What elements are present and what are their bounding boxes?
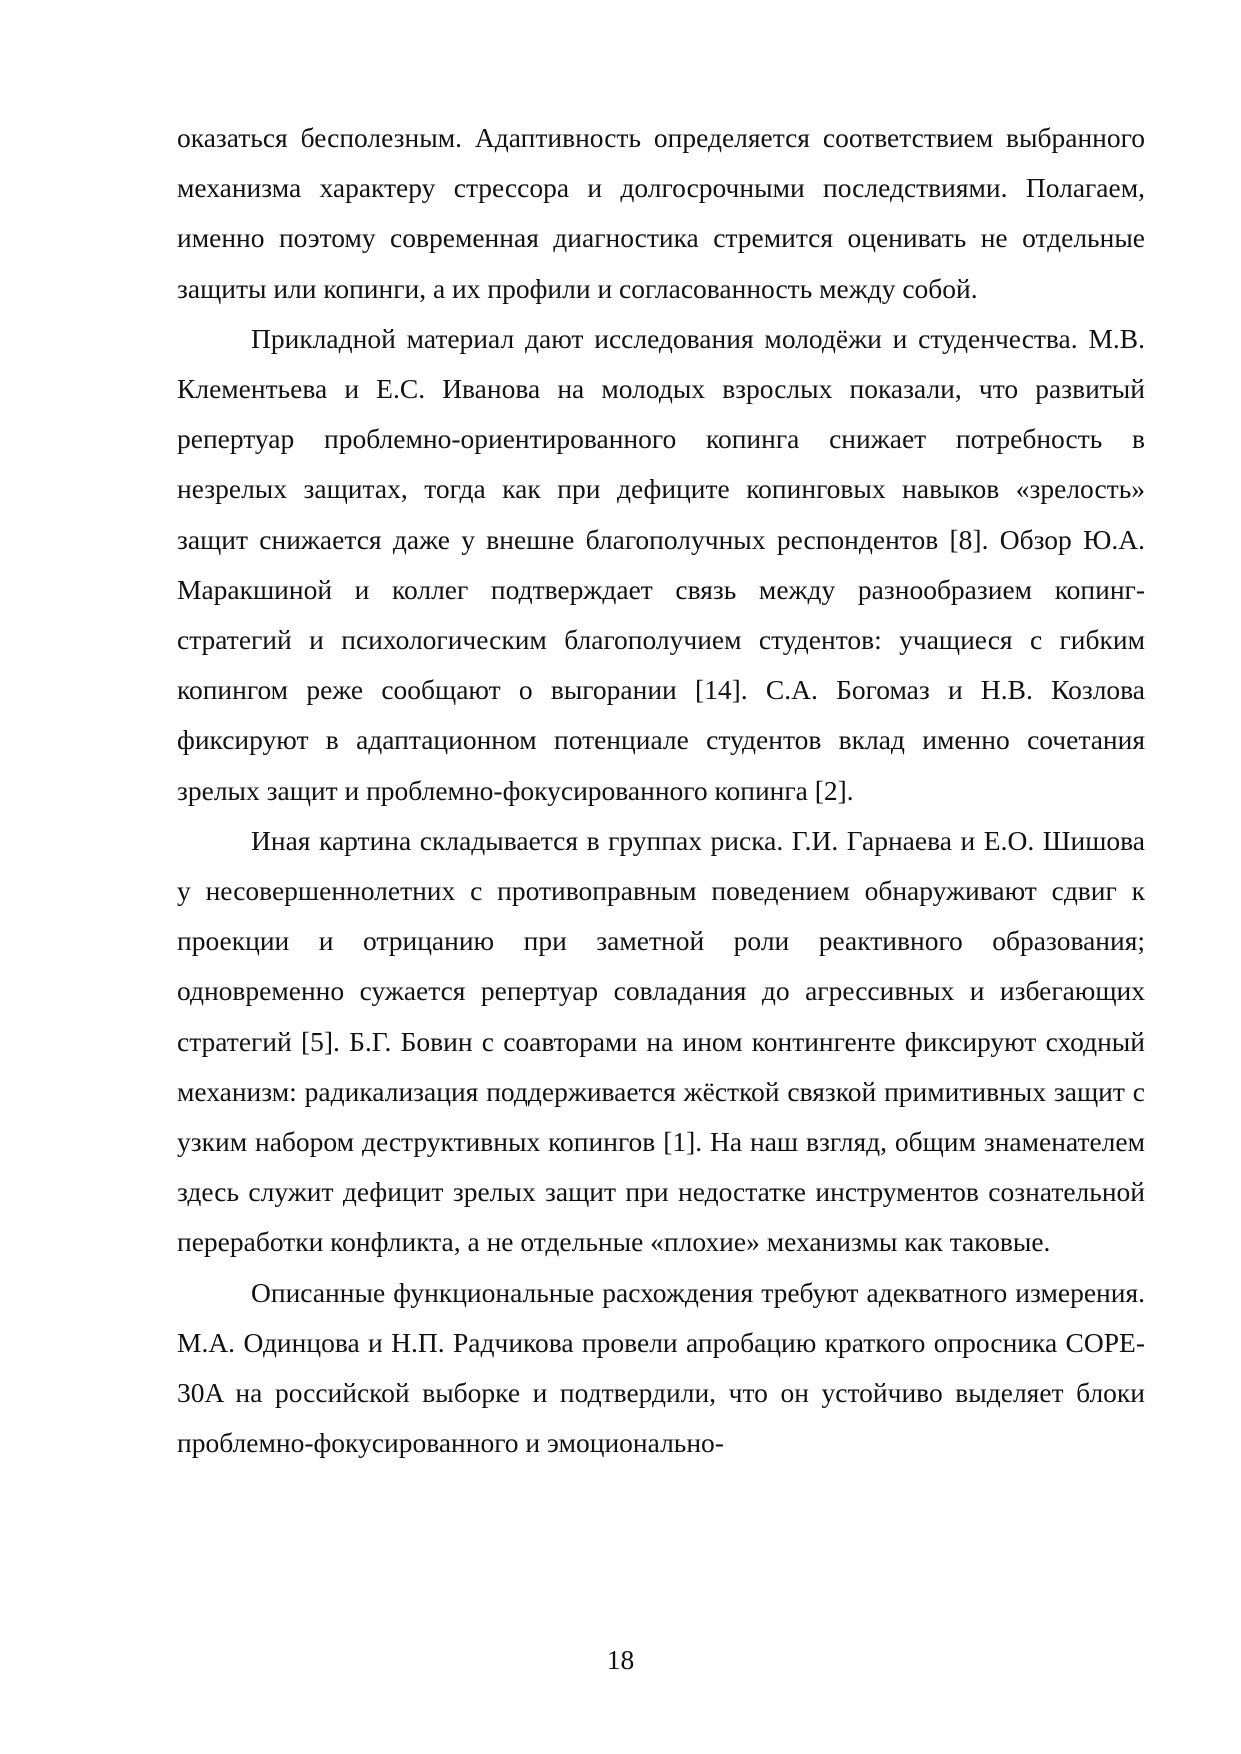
paragraph-risk-groups: Иная картина складывается в группах риска. Г.И. Гарнаева и Е.О. Шишова у несовершеннолетних с противоправным поведением обнаруживают сдвиг к проекции и отрицанию при заметной роли реактивного образования; одновременно сужается репертуар совладания до агрессивных и избегающих стратегий [5]. Б.Г. Бовин с соавторами на ином контингенте фиксируют сходный механизм: радикализация поддерживается жёсткой связкой примитивных защит с узким набором деструктивных копингов [1]. На наш взгляд, общим знаменателем здесь служит дефицит зрелых защит при недостатке инструментов сознательной переработки конфликта, а не отдельные «плохие» механизмы как таковые. [177,824,1145,1258]
document-body [177,113,1145,1468]
page-number: 18 [606,1644,635,1675]
paragraph-students-research: Прикладной материал дают исследования молодёжи и студенчества. М.В. Клементьева и Е.С. Иванова на молодых взрослых показали, что развитый репертуар проблемно-ориентированного копинга снижает потребность в незрелых защитах, тогда как при дефиците копинговых навыков «зрелость» защит снижается даже у внешне благополучных респондентов [8]. Обзор Ю.А. Маракшиной и коллег подтверждает связь между разнообразием копинг-стратегий и психологическим благополучием студентов: учащиеся с гибким копингом реже сообщают о выгорании [14]. С.А. Богомаз и Н.В. Козлова фиксируют в адаптационном потенциале студентов вклад именно сочетания зрелых защит и проблемно-фокусированного копинга [2]. [177,322,1145,806]
paragraph-measurement: Описанные функциональные расхождения требуют адекватного измерения. М.А. Одинцова и Н.П. Радчикова провели апробацию краткого опросника COPE-30A на российской выборке и подтвердили, что он устойчиво выделяет блоки проблемно-фокусированного и эмоционально- [177,1276,1145,1459]
paragraph-continuation: оказаться бесполезным. Адаптивность определяется соответствием выбранного механизма характеру стрессора и долгосрочными последствиями. Полагаем, именно поэтому современная диагностика стремится оценивать не отдельные защиты или копинги, а их профили и согласованность между собой. [177,122,1145,304]
